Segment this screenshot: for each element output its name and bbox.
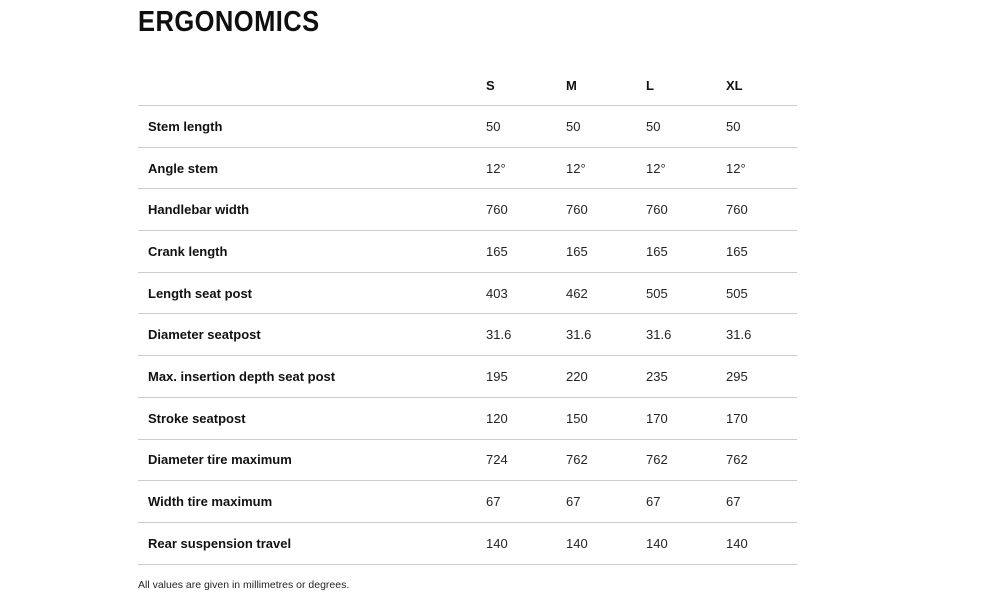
row-label: Length seat post: [148, 285, 253, 301]
row-value: 150: [566, 410, 588, 426]
row-value: 220: [566, 368, 588, 384]
row-value: 760: [646, 202, 668, 218]
row-value: 760: [566, 202, 588, 218]
ergonomics-table: [138, 65, 797, 565]
row-value: 762: [646, 452, 668, 468]
row-value: 120: [486, 410, 508, 426]
row-value: 165: [646, 243, 668, 259]
header-size-l: L: [646, 77, 654, 93]
row-label: Handlebar width: [148, 202, 250, 218]
row-value: 67: [486, 494, 501, 510]
row-value: 140: [566, 535, 588, 551]
row-value: 67: [726, 494, 741, 510]
row-label: Stroke seatpost: [148, 410, 246, 426]
row-value: 67: [646, 494, 661, 510]
row-value: 50: [726, 118, 741, 134]
row-value: 505: [726, 285, 748, 301]
row-label: Stem length: [148, 118, 223, 134]
row-value: 195: [486, 368, 508, 384]
row-value: 140: [486, 535, 508, 551]
row-value: 31.6: [726, 327, 752, 343]
row-value: 762: [566, 452, 588, 468]
row-value: 165: [566, 243, 588, 259]
table-row: [138, 189, 797, 231]
row-value: 12°: [726, 160, 746, 176]
row-value: 31.6: [646, 327, 672, 343]
row-value: 762: [726, 452, 748, 468]
row-value: 50: [566, 118, 581, 134]
row-label: Crank length: [148, 243, 228, 259]
row-value: 140: [646, 535, 668, 551]
row-value: 724: [486, 452, 508, 468]
row-value: 403: [486, 285, 508, 301]
table-header-row: [138, 65, 797, 106]
row-value: 760: [486, 202, 508, 218]
row-label: Max. insertion depth seat post: [148, 368, 336, 384]
row-label: Diameter seatpost: [148, 327, 261, 343]
table-row: [138, 398, 797, 440]
row-value: 170: [726, 410, 748, 426]
row-value: 760: [726, 202, 748, 218]
table-row: [138, 106, 797, 148]
table-row: [138, 481, 797, 523]
page-title: ERGONOMICS: [138, 6, 320, 38]
row-value: 462: [566, 285, 588, 301]
row-label: Rear suspension travel: [148, 535, 292, 551]
table-row: [138, 523, 797, 565]
table-body: [138, 106, 797, 565]
header-size-xl: XL: [726, 77, 743, 93]
table-row: [138, 231, 797, 273]
row-value: 50: [486, 118, 501, 134]
header-size-m: M: [566, 77, 577, 93]
table-row: [138, 356, 797, 398]
row-value: 67: [566, 494, 581, 510]
row-label: Diameter tire maximum: [148, 452, 292, 468]
row-label: Angle stem: [148, 160, 219, 176]
row-value: 170: [646, 410, 668, 426]
table-row: [138, 148, 797, 190]
row-value: 505: [646, 285, 668, 301]
units-footnote: All values are given in millimetres or degrees.: [138, 579, 350, 591]
row-value: 235: [646, 368, 668, 384]
row-value: 50: [646, 118, 661, 134]
row-value: 12°: [646, 160, 666, 176]
header-size-s: S: [486, 77, 495, 93]
row-value: 31.6: [566, 327, 592, 343]
row-value: 31.6: [486, 327, 512, 343]
row-label: Width tire maximum: [148, 494, 273, 510]
row-value: 165: [486, 243, 508, 259]
row-value: 165: [726, 243, 748, 259]
row-value: 295: [726, 368, 748, 384]
table-row: [138, 314, 797, 356]
row-value: 140: [726, 535, 748, 551]
row-value: 12°: [566, 160, 586, 176]
row-value: 12°: [486, 160, 506, 176]
table-row: [138, 273, 797, 315]
table-row: [138, 440, 797, 482]
